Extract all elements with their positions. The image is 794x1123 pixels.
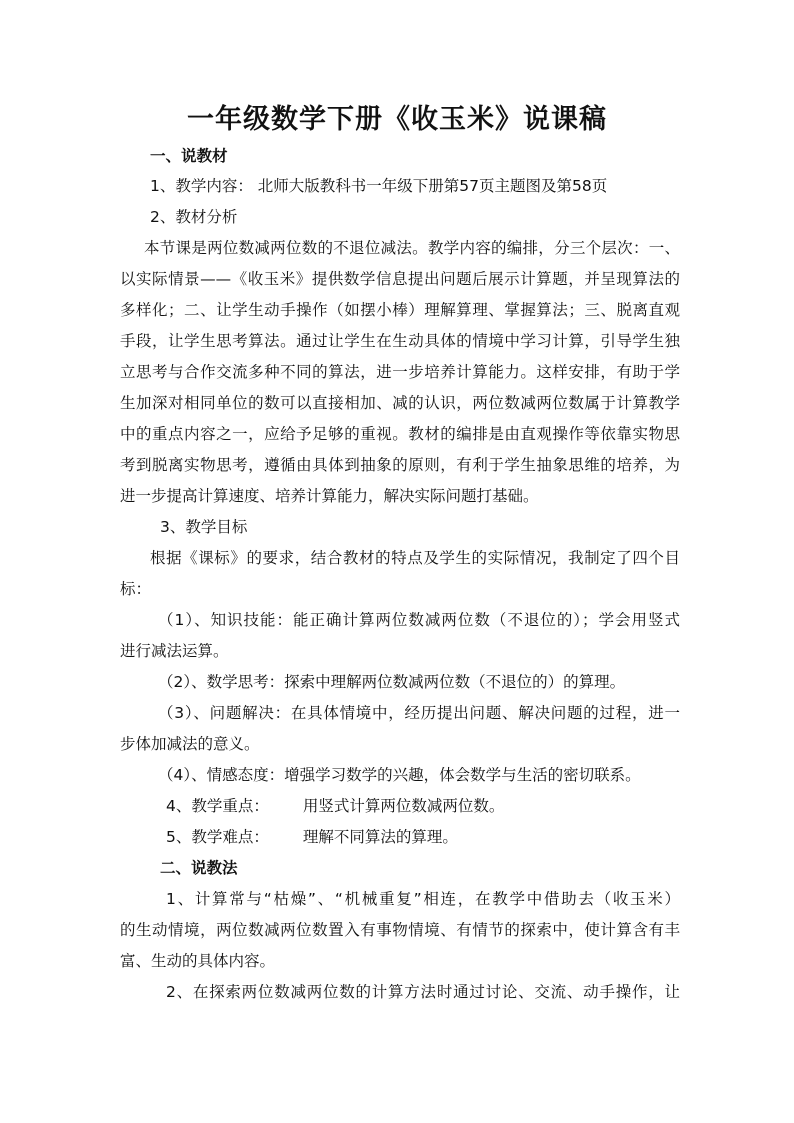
analysis-line-2: 以实际情景——《收玉米》提供数学信息提出问题后展示计算题，并呈现算法的 <box>120 270 680 288</box>
analysis-line-5: 立思考与合作交流多种不同的算法，进一步培养计算能力。这样安排，有助于学 <box>120 363 680 381</box>
goals-heading: 3、教学目标 <box>160 518 248 536</box>
goal-4-line: （4）、情感态度：增强学习数学的兴趣，体会数学与生活的密切联系。 <box>158 766 641 784</box>
method-2-line-1: 2、在探索两位数减两位数的计算方法时通过讨论、交流、动手操作，让 <box>166 983 680 1001</box>
section-heading-methods: 二、说教法 <box>160 859 238 877</box>
difficulty-line <box>166 827 458 847</box>
key-point-value: 用竖式计算两位数减两位数。 <box>302 797 505 815</box>
document-title: 一年级数学下册《收玉米》说课稿 <box>187 104 607 135</box>
analysis-line-7: 中的重点内容之一，应给予足够的重视。教材的编排是由直观操作等依靠实物思 <box>120 425 680 443</box>
analysis-line-4: 手段，让学生思考算法。通过让学生在生动具体的情境中学习计算，引导学生独 <box>120 332 680 350</box>
goal-3-line-2: 步体加减法的意义。 <box>120 735 260 753</box>
method-1-line-1: 1、计算常与“枯燥”、“机械重复”相连，在教学中借助去（收玉米） <box>166 890 680 908</box>
analysis-line-6: 生加深对相同单位的数可以直接相加、减的认识，两位数减两位数属于计算教学 <box>120 394 680 412</box>
method-1-line-3: 富、生动的具体内容。 <box>120 952 276 970</box>
key-point-label: 4、教学重点： <box>166 797 269 815</box>
goal-3-line-1: （3）、问题解决：在具体情境中，经历提出问题、解决问题的过程，进一 <box>158 704 680 722</box>
goal-1-line-2: 进行减法运算。 <box>120 642 229 660</box>
analysis-line-1: 本节课是两位数减两位数的不退位减法。教学内容的编排，分三个层次：一、 <box>144 239 680 257</box>
key-point-line <box>166 796 504 816</box>
difficulty-value: 理解不同算法的算理。 <box>302 828 458 846</box>
analysis-line-3: 多样化；二、让学生动手操作（如摆小棒）理解算理、掌握算法；三、脱离直观 <box>120 301 680 319</box>
goals-intro-line-2: 标： <box>120 580 152 598</box>
analysis-heading: 2、教材分析 <box>150 208 238 226</box>
goal-2-line: （2）、数学思考：探索中理解两位数减两位数（不退位的）的算理。 <box>158 673 626 691</box>
analysis-line-8: 考到脱离实物思考，遵循由具体到抽象的原则，有利于学生抽象思维的培养，为 <box>120 456 680 474</box>
section-heading-textbook: 一、说教材 <box>150 147 228 165</box>
method-1-line-2: 的生动情境，两位数减两位数置入有事物情境、有情节的探索中，使计算含有丰 <box>120 921 680 939</box>
teaching-content-line: 1、教学内容： 北师大版教科书一年级下册第57页主题图及第58页 <box>150 177 608 195</box>
goal-1-line-1: （1）、知识技能：能正确计算两位数减两位数（不退位的）；学会用竖式 <box>158 611 680 629</box>
analysis-line-9: 进一步提高计算速度、培养计算能力，解决实际问题打基础。 <box>120 487 539 505</box>
goals-intro-line-1: 根据《课标》的要求，结合教材的特点及学生的实际情况，我制定了四个目 <box>150 549 680 567</box>
difficulty-label: 5、教学难点： <box>166 828 269 846</box>
